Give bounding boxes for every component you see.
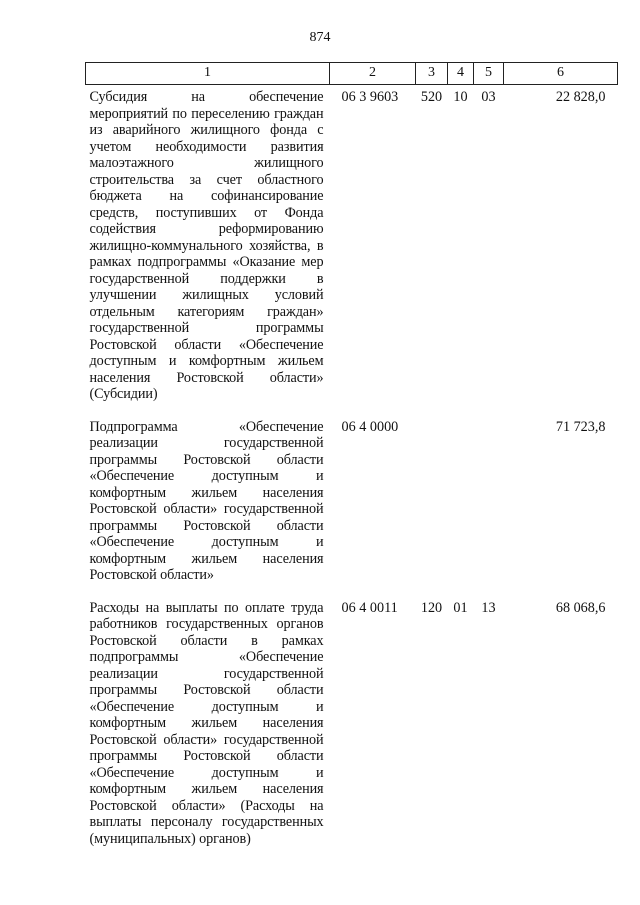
- table-row: [86, 85, 618, 415]
- table-header-row: [86, 63, 618, 85]
- header-cell-2: 2: [330, 63, 416, 85]
- row-code: 06 4 0011: [341, 599, 398, 616]
- row-col4: 01: [453, 599, 468, 616]
- row-amount: 68 068,6: [555, 599, 606, 616]
- page-number: 874: [309, 30, 331, 45]
- row-amount: 71 723,8: [555, 418, 606, 435]
- row-code: 06 3 9603: [341, 89, 399, 105]
- row-description: Субсидия на обеспечение мероприятий по переселению граждан из аварийного жилищного фонда с учетом необходимости развития малоэтажного жилищного строительства за счет областного бюджета на софинансирование средств, поступивших от Фонда содействия реформированию жилищно-коммунального хозяйства, в рамках подпрограммы «Оказание мер государственной поддержки в улучшении жилищных условий отдельным категориям граждан» государственной программы Ростовской области «Обеспечение доступным и комфортным жильем населения Ростовской области» (Субсидии): [89, 89, 324, 402]
- header-cell-4: 4: [448, 63, 474, 85]
- row-col3: 520: [420, 89, 443, 105]
- row-col5: 13: [481, 599, 496, 616]
- table-row: [86, 596, 618, 860]
- row-amount: 22 828,0: [555, 89, 606, 105]
- header-cell-6: 6: [504, 63, 618, 85]
- row-code: 06 4 0000: [341, 418, 399, 435]
- row-col5: 03: [481, 89, 496, 105]
- table-row: [86, 415, 618, 596]
- header-cell-3: 3: [416, 63, 448, 85]
- row-col3: 120: [420, 599, 443, 616]
- header-cell-1: 1: [86, 63, 330, 85]
- header-cell-5: 5: [474, 63, 504, 85]
- row-col4: 10: [453, 89, 468, 105]
- row-col3: [416, 415, 448, 596]
- budget-table: [85, 62, 618, 859]
- row-description: Расходы на выплаты по оплате труда работников государственных органов Ростовской области в рамках подпрограммы «Обеспечение реализации государственной программы Ростовской области «Обеспечение доступным и комфортным жильем населения Ростовской области» государственной программы Ростовской области «Обеспечение доступным и комфортным жильем населения Ростовской области» (Расходы на выплаты персоналу государственных (муниципальных) органов): [89, 599, 324, 847]
- row-col4: [448, 415, 474, 596]
- row-col5: [474, 415, 504, 596]
- row-description: Подпрограмма «Обеспечение реализации государственной программы Ростовской области «Обеспечение доступным и комфортным жильем населения Ростовской области» государственной программы Ростовской области «Обеспечение доступным и комфортным жильем населения Ростовской области»: [89, 418, 324, 583]
